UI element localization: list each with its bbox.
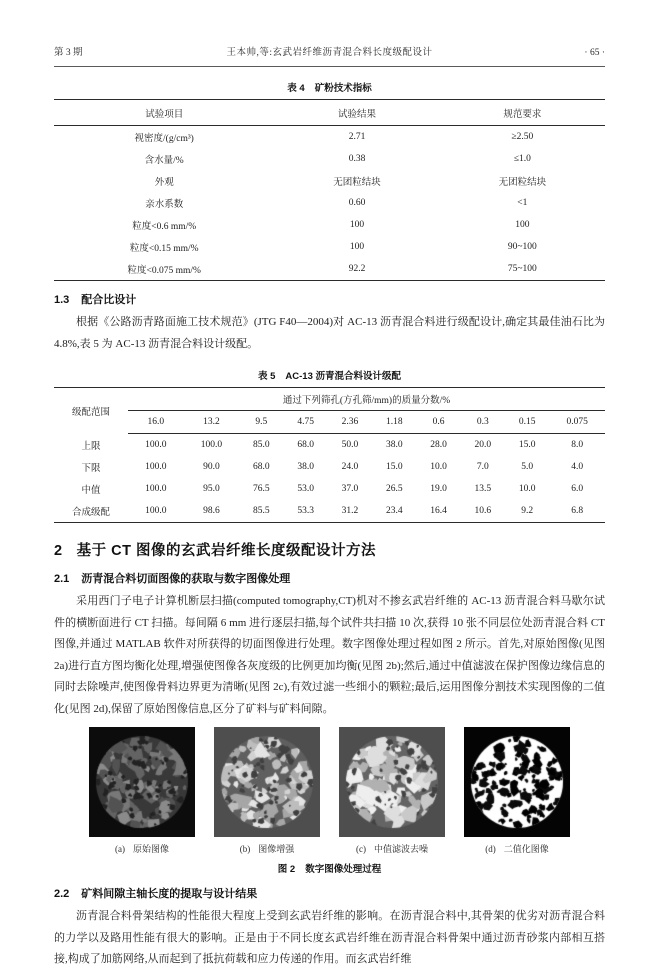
spanning-header: 通过下列筛孔(方孔筛/mm)的质量分数/% — [128, 388, 605, 411]
cell: 92.2 — [348, 264, 366, 274]
panel-title: 二值化图像 — [503, 844, 549, 854]
table-row — [54, 148, 605, 170]
cell: 68.0 — [297, 440, 314, 450]
cell: 6.8 — [571, 506, 584, 516]
row-label: 合成级配 — [71, 508, 110, 518]
sieve-size: 0.15 — [505, 411, 549, 434]
table4-mineral-powder-indicators — [54, 99, 605, 281]
cell: 85.0 — [253, 440, 270, 450]
sieve-size: 13.2 — [184, 411, 240, 434]
sieve-size: 9.5 — [239, 411, 283, 434]
cell: 20.0 — [474, 440, 492, 450]
panel-caption — [464, 842, 570, 855]
cell: 100 — [349, 220, 365, 230]
cell: 15.0 — [385, 462, 403, 472]
column-header: 规范要求 — [440, 100, 605, 126]
table4-caption-title: 矿粉技术指标 — [314, 83, 372, 94]
section-title: 矿料间隙主轴长度的提取与设计结果 — [81, 888, 258, 900]
cell: 外观 — [154, 178, 174, 188]
section-1-3-paragraph: 根据《公路沥青路面施工技术规范》(JTG F40—2004)对 AC-13 沥青混合料进行级配设计,确定其最佳油石比为 4.8%,表 5 为 AC-13 沥青混合料设计级配。 — [54, 316, 605, 350]
panel-caption — [339, 842, 445, 855]
panel-caption — [214, 842, 320, 855]
figure2-panel-d — [464, 727, 570, 855]
panel-index: (a) — [114, 844, 125, 854]
section-2-1-paragraph: 采用西门子电子计算机断层扫描(computed tomography,CT)机对不掺玄武岩纤维的 AC-13 沥青混合料马歇尔试件的横断面进行 CT 扫描。每间隔 6 mm 进行逐层扫描,每个试件共扫描 10 次,获得 10 张不同层位处沥青混合料 CT 图像,并通过 MATLAB 软件对所获得的切面图像进行处理。数字图像处理过程如图 2 所示。首先,对原始图像(见图 2a)进行直方图均衡化处理,增强使图像各灰度级的比例更加均衡(见图 2b);然后,通过中值滤波在保护图像边缘信息的同时去除噪声,使图像骨料边界更为清晰(见图 2c),有效过滤一些细小的颗粒;最后,运用图像分割技术实现图像的二值化(见图 2d),保留了原始图像信息,区分了矿料与矿料间隙。 — [54, 595, 605, 715]
cell: 53.3 — [297, 506, 314, 516]
panel-index: (d) — [485, 844, 496, 854]
ct-enhanced-image — [214, 727, 320, 837]
cell: 10.0 — [430, 462, 447, 472]
sieve-size-header-row — [54, 411, 605, 434]
cell: 粒度<0.075 mm/% — [127, 266, 201, 276]
table-row — [54, 434, 605, 457]
figure2-panel-c — [339, 727, 445, 855]
cell: 95.0 — [203, 484, 220, 494]
running-head — [54, 44, 605, 67]
cell: 100.0 — [145, 462, 167, 472]
cell: 100 — [349, 242, 365, 252]
sieve-size: 2.36 — [328, 411, 372, 434]
cell: 10.6 — [474, 506, 492, 516]
cell: 100.0 — [145, 506, 167, 516]
cell: 98.6 — [203, 506, 220, 516]
section-2-2-paragraph: 沥青混合料骨架结构的性能很大程度上受到玄武岩纤维的影响。在沥青混合料中,其骨架的优劣对沥青混合料的力学以及路用性能有很大的影响。正是由于不同长度玄武岩纤维在沥青混合料骨架中通过沥青砂浆内部相互搭接,构成了加筋网络,从而起到了抵抗荷载和应力传递的作用。而玄武岩纤维 — [54, 910, 605, 965]
cell: 0.60 — [348, 198, 366, 208]
cell: 100.0 — [145, 484, 167, 494]
column-header: 试验结果 — [274, 100, 439, 126]
cell: 100.0 — [200, 440, 223, 450]
ct-binarized-image — [464, 727, 570, 837]
cell: 19.0 — [430, 484, 447, 494]
cell: 无团粒结块 — [498, 178, 547, 188]
cell: 90.0 — [203, 462, 220, 472]
figure2-caption-label: 图 2 — [277, 864, 296, 875]
cell: 含水量/% — [144, 156, 184, 166]
cell: 38.0 — [385, 440, 403, 450]
cell: 16.4 — [430, 506, 447, 516]
cell: 8.0 — [571, 440, 584, 450]
cell: 85.5 — [253, 506, 270, 516]
column-header: 试验项目 — [54, 100, 274, 126]
cell: 90~100 — [507, 242, 537, 252]
table5-design-gradation — [54, 387, 605, 523]
table-row — [54, 456, 605, 478]
table-row — [54, 236, 605, 258]
cell: 38.0 — [297, 462, 314, 472]
cell: 2.71 — [348, 132, 366, 142]
ct-median-filtered-image — [339, 727, 445, 837]
cell: 100 — [515, 220, 530, 230]
section-2-heading — [54, 539, 605, 560]
cell: 6.0 — [571, 484, 584, 494]
section-title: 基于 CT 图像的玄武岩纤维长度级配设计方法 — [76, 543, 376, 559]
cell: 13.5 — [474, 484, 492, 494]
cell: 粒度<0.6 mm/% — [132, 222, 197, 232]
figure2-panel-a — [89, 727, 195, 855]
sieve-size: 0.3 — [461, 411, 505, 434]
cell: ≤1.0 — [513, 154, 531, 164]
cell: 视密度/(g/cm³) — [134, 134, 194, 144]
panel-index: (c) — [355, 844, 366, 854]
sieve-size: 0.6 — [416, 411, 460, 434]
cell: 9.2 — [521, 506, 534, 516]
figure2-panels — [54, 727, 605, 855]
panel-title: 原始图像 — [132, 844, 169, 854]
section-number: 2.2 — [54, 888, 70, 900]
table-row — [54, 500, 605, 523]
page-number: · 65 · — [584, 48, 605, 58]
cell: ≥2.50 — [511, 132, 534, 142]
row-label: 上限 — [81, 441, 101, 452]
row-label: 下限 — [81, 464, 101, 474]
sieve-size: 1.18 — [372, 411, 416, 434]
table-row — [54, 214, 605, 236]
sieve-size: 16.0 — [128, 411, 184, 434]
cell: 0.38 — [348, 154, 366, 164]
figure2-caption — [54, 861, 605, 875]
cell: 亲水系数 — [145, 200, 184, 210]
section-2-2-heading — [54, 885, 605, 901]
cell: 26.5 — [385, 484, 403, 494]
cell: 无团粒结块 — [333, 178, 381, 188]
cell: 53.0 — [297, 484, 314, 494]
cell: 100.0 — [145, 440, 167, 450]
table-row — [54, 126, 605, 149]
table-row — [54, 170, 605, 192]
table-row — [54, 192, 605, 214]
cell: 68.0 — [253, 462, 270, 472]
section-1-3-heading — [54, 291, 605, 307]
section-2-1-heading — [54, 570, 605, 586]
row-label: 中值 — [81, 486, 101, 496]
section-title: 沥青混合料切面图像的获取与数字图像处理 — [81, 573, 291, 585]
panel-title: 中值滤波去噪 — [373, 844, 428, 854]
cell: 4.0 — [571, 462, 584, 472]
section-number: 2.1 — [54, 573, 70, 585]
table5-caption-title: AC-13 沥青混合料设计级配 — [285, 371, 402, 382]
section-number: 2 — [54, 543, 63, 559]
cell: 7.0 — [476, 462, 489, 472]
table4-caption-label: 表 4 — [287, 83, 305, 94]
column-header: 级配范围 — [71, 407, 110, 418]
cell: 28.0 — [430, 440, 447, 450]
table-header-row — [54, 100, 605, 126]
cell: 75~100 — [507, 264, 537, 274]
cell: 15.0 — [518, 440, 536, 450]
table-row — [54, 478, 605, 500]
panel-caption — [89, 842, 195, 855]
table5-caption-label: 表 5 — [257, 371, 276, 382]
table-header-row — [54, 388, 605, 411]
figure2-caption-title: 数字图像处理过程 — [305, 864, 382, 875]
cell: 50.0 — [341, 440, 359, 450]
issue-number: 第 3 期 — [54, 48, 83, 58]
figure2-panel-b — [214, 727, 320, 855]
section-number: 1.3 — [54, 294, 70, 306]
cell: 76.5 — [253, 484, 270, 494]
cell: 10.0 — [518, 484, 536, 494]
sieve-size: 4.75 — [284, 411, 328, 434]
sieve-size: 0.075 — [549, 411, 605, 434]
panel-index: (b) — [239, 844, 251, 854]
table-row — [54, 258, 605, 281]
section-title: 配合比设计 — [81, 294, 137, 306]
cell: 粒度<0.15 mm/% — [129, 244, 199, 254]
cell: 23.4 — [385, 506, 403, 516]
cell: 37.0 — [341, 484, 359, 494]
ct-original-image — [89, 727, 195, 837]
table4-caption — [54, 80, 605, 94]
running-title: 王本帅,等:玄武岩纤维沥青混合料长度级配设计 — [226, 48, 433, 58]
panel-title: 图像增强 — [258, 844, 295, 854]
table5-caption — [54, 368, 605, 382]
cell: 31.2 — [341, 506, 359, 516]
cell: <1 — [517, 198, 528, 208]
cell: 5.0 — [521, 462, 534, 472]
cell: 24.0 — [341, 462, 359, 472]
